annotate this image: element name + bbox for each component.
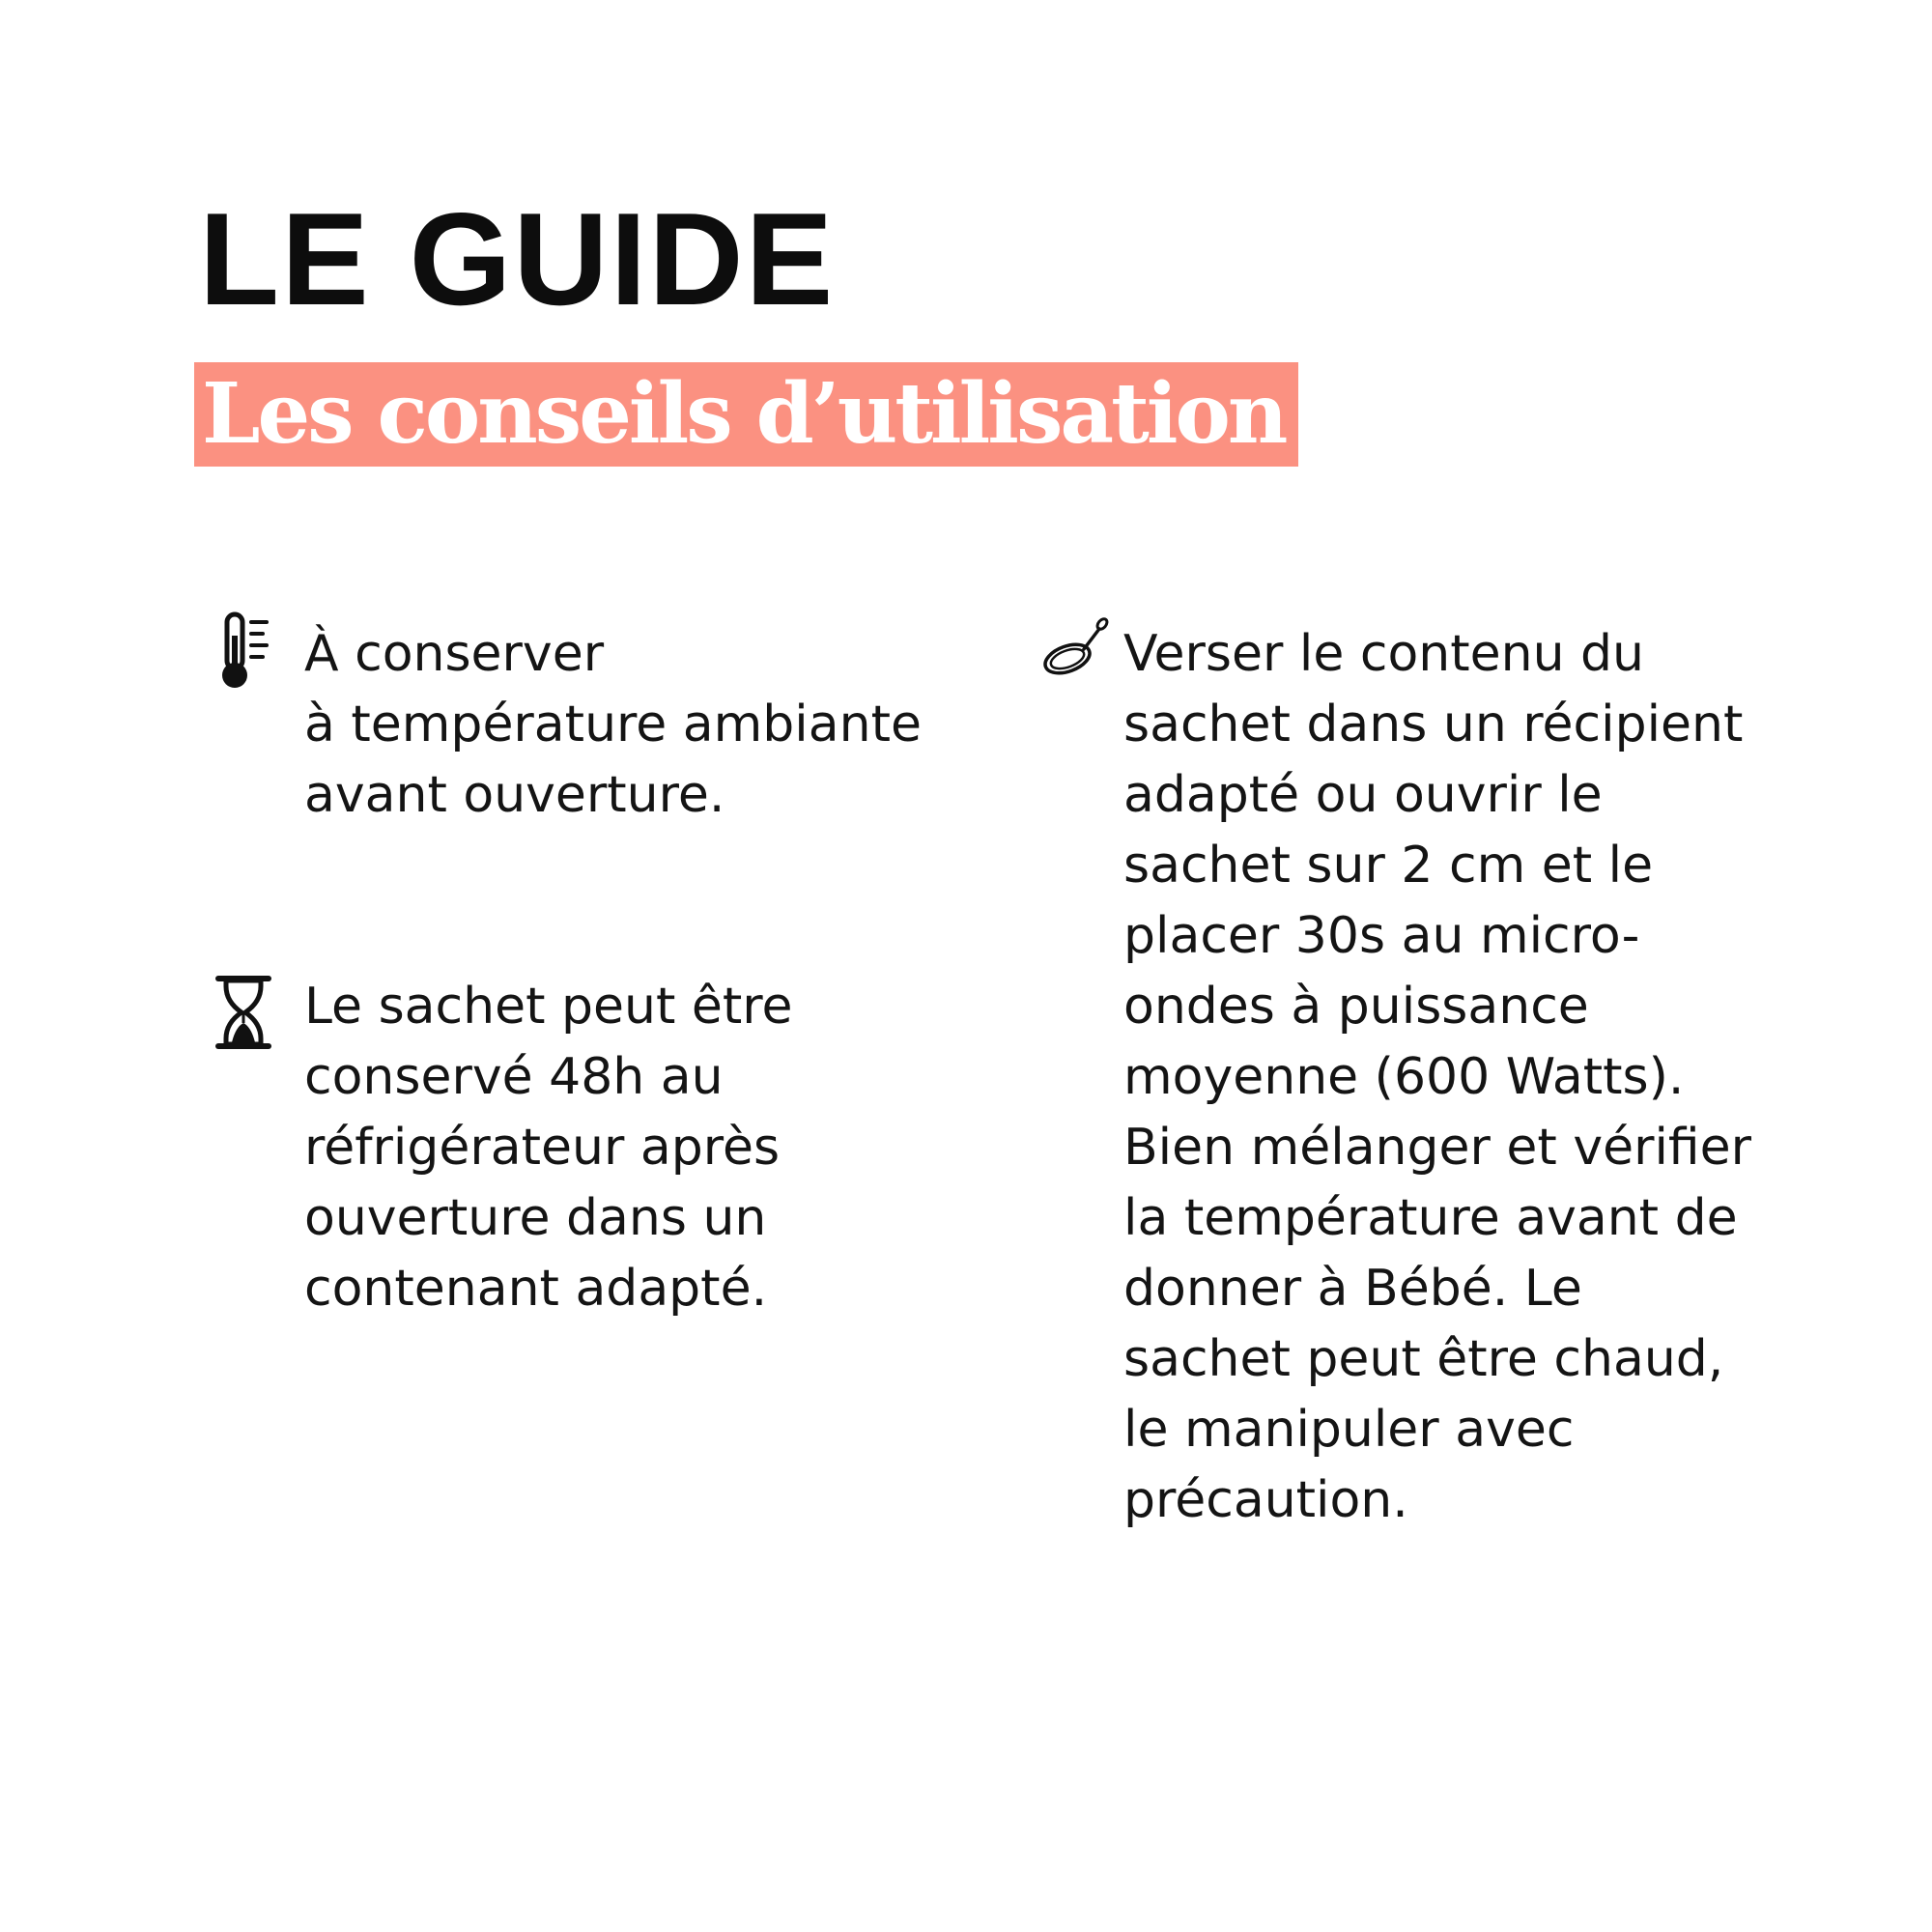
- tip-fridge-text: Le sachet peut être conservé 48h au réfrigérateur après ouverture dans un contenant adapté.: [304, 978, 793, 1318]
- tip-heating-text: Verser le contenu du sachet dans un récipient adapté ou ouvrir le sachet sur 2 cm et le placer 30s au micro- ondes à puissance moyenne (600 Watts). Bien mélanger et vérifier la température avant de donner à Bébé. Le sachet peut être chaud, le manipuler avec précaution.: [1123, 625, 1752, 1529]
- thermometer-icon: [214, 611, 274, 692]
- hourglass-icon: [214, 973, 272, 1052]
- subtitle-highlight: [194, 362, 1298, 467]
- page-subtitle: Les conseils d’utilisation: [202, 365, 1286, 463]
- frying-pan-icon: [1041, 616, 1111, 676]
- tip-storage-text: À conserver à température ambiante avant ouverture.: [304, 625, 922, 824]
- page-title: LE GUIDE: [199, 185, 836, 332]
